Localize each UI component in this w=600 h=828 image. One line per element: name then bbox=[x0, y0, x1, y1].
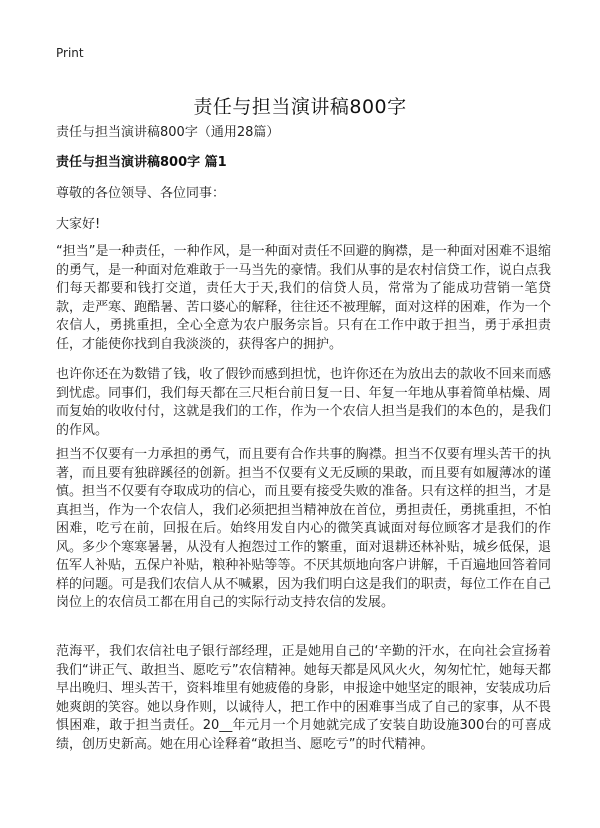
paragraph-2: 也许你还在为数错了钱，收了假钞而感到担忧，也许你还在为放出去的款收不回来而感到忧虑。同事们，我们每天都在三尺柜台前日复一日、年复一年地从事着简单枯燥、周而复始的收收付付，这就是我们的工作，作为一个农信人担当是我们的本色的，是我们的作风。 bbox=[56, 367, 551, 438]
hello-line: 大家好! bbox=[56, 217, 101, 232]
paragraph-3: 担当不仅要有一力承担的勇气，而且要有合作共事的胸襟。担当不仅要有埋头苦干的执著，而且要有独辟蹊径的创新。担当不仅要有义无反顾的果敢，而且要有如履薄冰的谨慎。担当不仅要有夺取成功的信心，而且要有接受失败的准备。只有这样的担当，才是真担当，作为一个农信人，我们必须把担当精神放在首位，勇担责任，勇挑重担，不怕困难，吃亏在前，回报在后。始终用发自内心的微笑真诚面对每位顾客才是我们的作风。多少个寒寒暑暑，从没有人抱怨过工作的繁重，面对退耕还林补贴，城乡低保，退伍军人补贴，五保户补贴，粮种补贴等等。不厌其烦地向客户讲解，千百遍地回答着同样的问题。可是我们农信人从不喊累，因为我们明白这是我们的职责，每位工作在自己岗位上的农信员工都在用自己的实际行动支持农信的发展。 bbox=[56, 447, 551, 610]
greeting-line: 尊敬的各位领导、各位同事： bbox=[56, 186, 226, 201]
section-heading: 责任与担当演讲稿800字 篇1 bbox=[56, 155, 227, 170]
document-subtitle: 责任与担当演讲稿800字（通用28篇） bbox=[56, 125, 280, 140]
paragraph-4: 范海平，我们农信社电子银行部经理，正是她用自己的‘辛勤的汗水，在向社会宣扬着我们“讲正气、敢担当、愿吃亏”农信精神。她每天都是风风火火，匆匆忙忙，她每天都早出晚归、埋头苦干，资料堆里有她疲倦的身影，申报途中她坚定的眼神，安装成功后她爽朗的笑容。她以身作则，以诚待人，把工作中的困难事当成了自己的家事，从不畏惧困难，敢于担当责任。20__年元月一个月她就完成了安装自助设施300台的可喜成绩，创历史新高。她在用心诠释着“敢担当、愿吃亏”的时代精神。 bbox=[56, 644, 551, 752]
print-link[interactable]: Print bbox=[56, 46, 84, 60]
document-title: 责任与担当演讲稿800字 bbox=[193, 95, 407, 118]
paragraph-1: “担当”是一种责任，一种作风，是一种面对责任不回避的胸襟，是一种面对困难不退缩的勇气，是一种面对危难敢于一马当先的豪情。我们从事的是农村信贷工作，说白点我们每天都要和钱打交道，责任大于天,我们的信贷人员，常常为了能成功营销一笔贷款，走严寒、跑酷暑、苦口婆心的解释，往往还不被理解，面对这样的困难，作为一个农信人，勇挑重担，全心全意为农户服务宗旨。只有在工作中敢于担当，勇于承担责任，才能使你找到自我淡淡的，获得客户的拥护。 bbox=[56, 244, 551, 352]
